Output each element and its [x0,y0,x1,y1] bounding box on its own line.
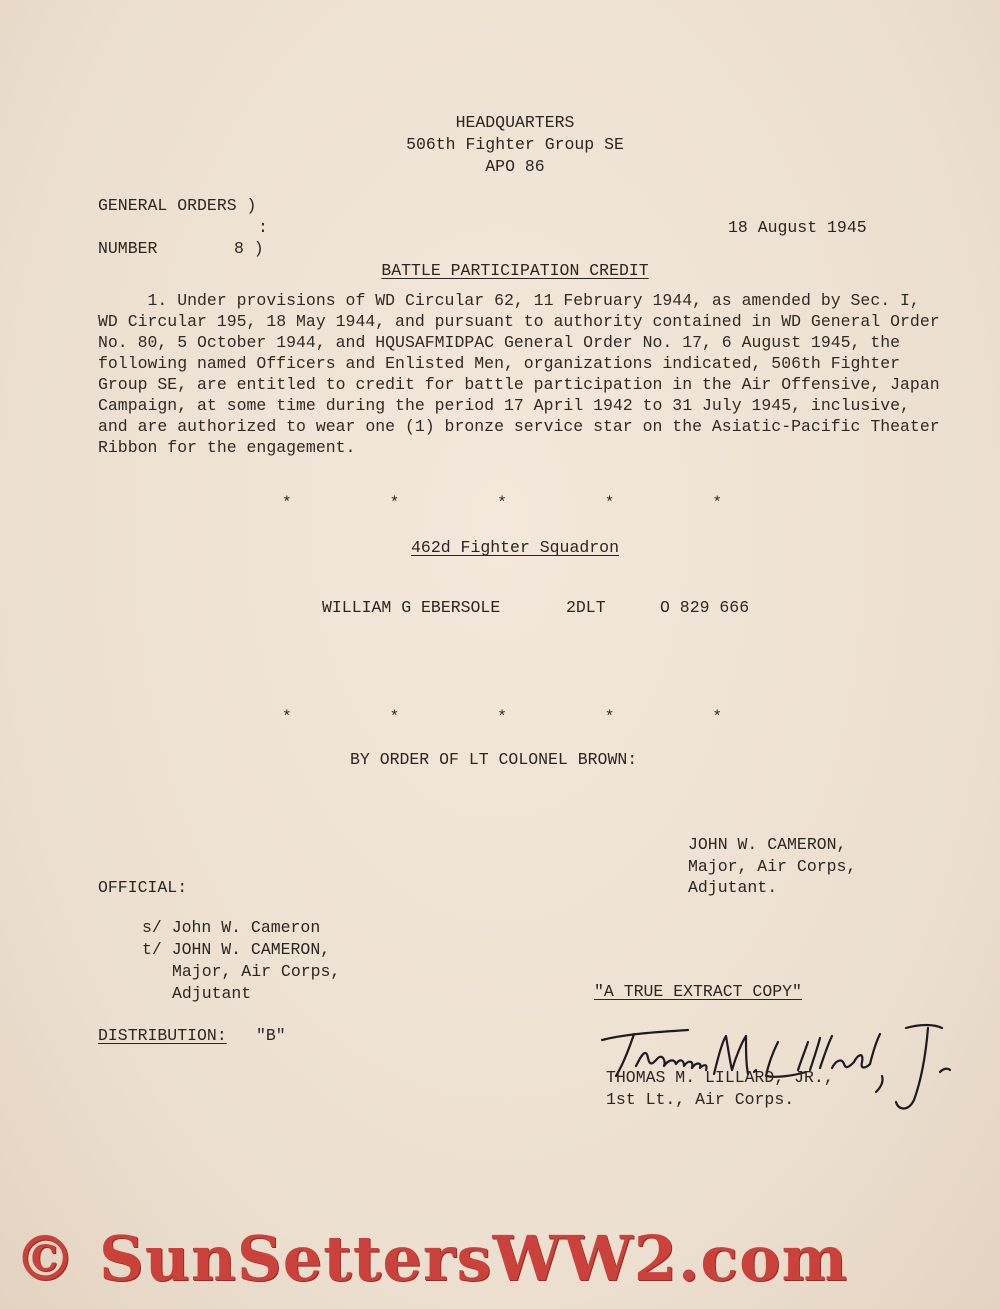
order-date: 18 August 1945 [728,218,867,237]
official-role: Adjutant [172,984,252,1003]
general-orders-label: GENERAL ORDERS ) [98,196,257,215]
star: * [497,708,507,726]
header-line-1: HEADQUARTERS [455,113,575,132]
paragraph-line: Ribbon for the engagement. [98,438,356,457]
star: * [282,494,292,512]
official-title: Major, Air Corps, [172,962,341,981]
paragraph-line: No. 80, 5 October 1944, and HQUSAFMIDPAC General Order No. 17, 6 August 1945, the [98,333,901,352]
paragraph-line: WD Circular 195, 18 May 1944, and pursuant to authority contained in WD General Order [98,312,940,331]
signatory-name: JOHN W. CAMERON, [688,835,847,854]
star: * [712,494,722,512]
signatory-role: Adjutant. [688,878,778,897]
official-typed: t/ JOHN W. CAMERON, [142,940,331,959]
number-label: NUMBER [98,239,158,258]
star-separator-top [282,494,722,512]
distribution-value: "B" [256,1026,286,1045]
person-rank: 2DLT [566,598,606,617]
certifier-name: THOMAS M. LILLARD, JR., [606,1068,834,1087]
paragraph-line: 1. Under provisions of WD Circular 62, 11 February 1944, as amended by Sec. I, [98,291,920,310]
number-value: 8 ) [234,239,264,258]
by-order-line: BY ORDER OF LT COLONEL BROWN: [350,750,638,769]
star-separator-bottom [282,708,722,726]
header-line-2: 506th Fighter Group SE [406,135,624,154]
star: * [712,708,722,726]
person-name: WILLIAM G EBERSOLE [322,598,501,617]
star: * [604,708,615,726]
distribution-label: DISTRIBUTION: [98,1026,227,1045]
general-orders-colon: : [258,218,268,237]
body-paragraph [98,290,996,458]
copyright-watermark [14,1222,848,1295]
paragraph-line: Group SE, are entitled to credit for battle participation in the Air Offensive, Japan [98,375,940,394]
star: * [497,494,507,512]
true-extract-copy: "A TRUE EXTRACT COPY" [594,982,802,1001]
certifier-title: 1st Lt., Air Corps. [606,1090,795,1109]
paragraph-line: following named Officers and Enlisted Men, organizations indicated, 506th Fighter [98,354,901,373]
person-serial: O 829 666 [660,598,750,617]
signatory-title: Major, Air Corps, [688,857,857,876]
star: * [282,708,292,726]
star: * [389,494,400,512]
paragraph-line: Campaign, at some time during the period 17 April 1942 to 31 July 1945, inclusive, [98,396,910,415]
squadron-heading: 462d Fighter Squadron [411,538,619,557]
official-signed: s/ John W. Cameron [142,918,321,937]
copyright-icon: © [14,1222,77,1295]
header-line-3: APO 86 [485,157,545,176]
paragraph-line: and are authorized to wear one (1) bronze service star on the Asiatic-Pacific Theater [98,417,940,436]
star: * [389,708,400,726]
watermark-text: SunSettersWW2.com [99,1222,849,1295]
official-label: OFFICIAL: [98,878,188,897]
star: * [604,494,615,512]
document-title: BATTLE PARTICIPATION CREDIT [381,261,649,280]
